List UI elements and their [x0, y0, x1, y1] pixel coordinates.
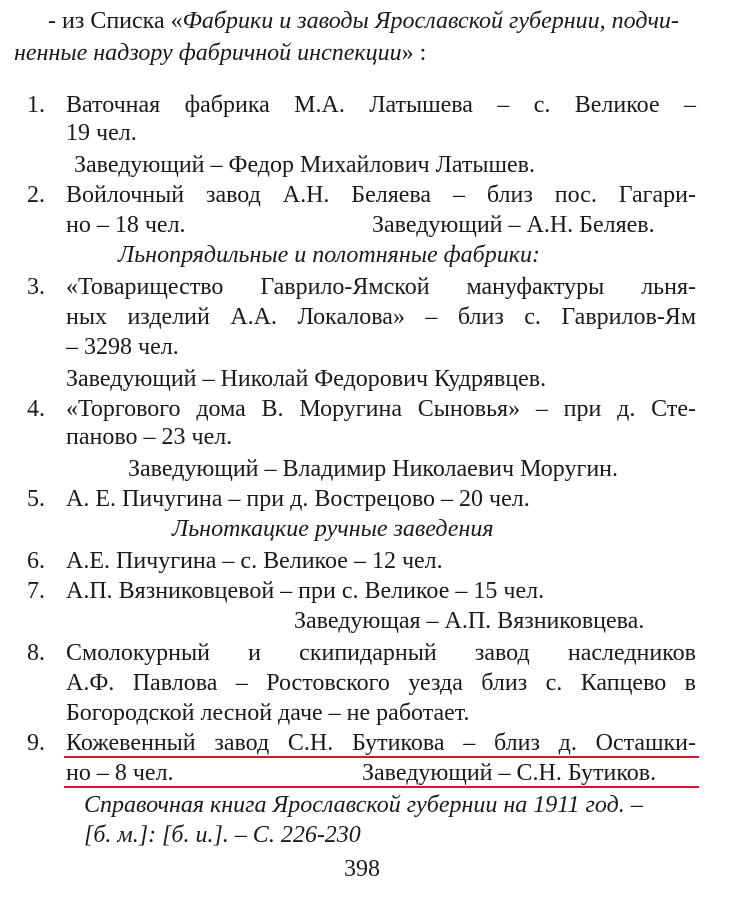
- item-2-line-2a: но – 18 чел.: [66, 212, 186, 238]
- item-number: 6.: [27, 548, 45, 574]
- item-1-line-1: Ваточная фабрика М.А. Латышева – с. Великое –: [66, 92, 696, 118]
- item-number: 5.: [27, 486, 45, 512]
- item-3-manager: Заведующий – Николай Федорович Кудрявцев.: [66, 366, 547, 392]
- item-number: 7.: [27, 578, 45, 604]
- item-number: 4.: [27, 396, 45, 422]
- item-4-line-1: «Торгового дома В. Моругина Сыновья» – при д. Сте-: [66, 396, 696, 422]
- item-2-manager: Заведующий – А.Н. Беляев.: [372, 212, 655, 238]
- item-number: 9.: [27, 730, 45, 756]
- item-8-line-1: Смолокурный и скипидарный завод наследников: [66, 640, 696, 666]
- item-6-line-1: А.Е. Пичугина – с. Великое – 12 чел.: [66, 548, 443, 574]
- item-3-line-2: ных изделий А.А. Локалова» – близ с. Гаврилов-Ям: [66, 304, 696, 330]
- item-9-line-1: Кожевенный завод С.Н. Бутикова – близ д. Осташки-: [66, 730, 696, 756]
- item-2-line-1: Войлочный завод А.Н. Беляева – близ пос. Гагари-: [66, 182, 696, 208]
- page-number: 398: [344, 856, 380, 882]
- item-4-manager: Заведующий – Владимир Николаевич Моругин.: [128, 456, 619, 482]
- item-number: 2.: [27, 182, 45, 208]
- item-number: 1.: [27, 92, 45, 118]
- intro-line-1: - из Списка «Фабрики и заводы Ярославской губернии, подчи-: [48, 8, 679, 34]
- intro-line-2: ненные надзору фабричной инспекции» :: [14, 40, 427, 66]
- item-9-line-2a: но – 8 чел.: [66, 760, 174, 786]
- section-heading-linen-weaving: Льноткацкие ручные заведения: [172, 516, 494, 542]
- item-9-manager: Заведующий – С.Н. Бутиков.: [362, 760, 657, 786]
- source-line-2: [б. м.]: [б. и.]. – С. 226-230: [84, 822, 361, 848]
- section-heading-linen-spinning: Льнопрядильные и полотняные фабрики:: [118, 242, 540, 268]
- item-number: 8.: [27, 640, 45, 666]
- item-7-manager: Заведующая – А.П. Вязниковцева.: [294, 608, 645, 634]
- item-4-line-2: паново – 23 чел.: [66, 424, 233, 450]
- item-3-line-3: – 3298 чел.: [66, 334, 179, 360]
- highlight-underline-2: [64, 786, 699, 788]
- item-1-line-2: 19 чел.: [66, 120, 137, 146]
- item-8-line-3: Богородской лесной даче – не работает.: [66, 700, 470, 726]
- item-number: 3.: [27, 274, 45, 300]
- item-7-line-1: А.П. Вязниковцевой – при с. Великое – 15 чел.: [66, 578, 545, 604]
- item-3-line-1: «Товарищество Гаврило-Ямской мануфактуры льня-: [66, 274, 696, 300]
- item-5-line-1: А. Е. Пичугина – при д. Вострецово – 20 чел.: [66, 486, 530, 512]
- item-1-manager: Заведующий – Федор Михайлович Латышев.: [74, 152, 535, 178]
- source-line-1: Справочная книга Ярославской губернии на 1911 год. –: [84, 792, 643, 818]
- item-8-line-2: А.Ф. Павлова – Ростовского уезда близ с. Капцево в: [66, 670, 696, 696]
